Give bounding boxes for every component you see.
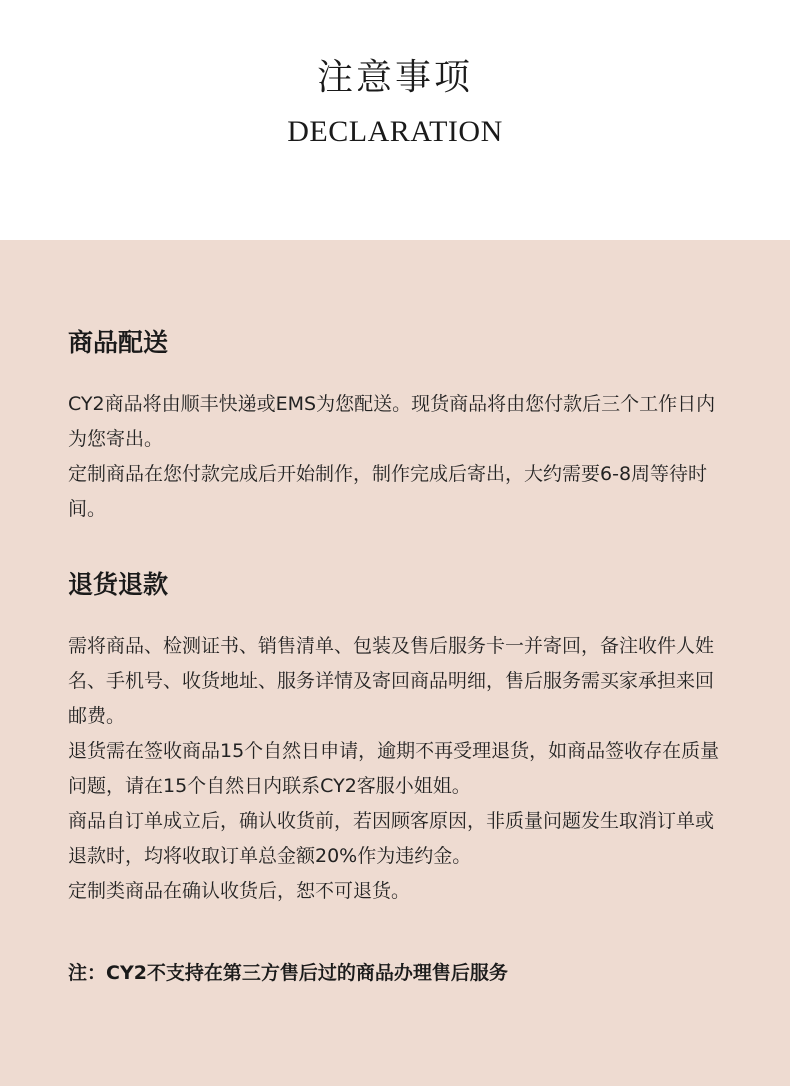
page-title: 注意事项 (316, 57, 473, 98)
returns-paragraph: 商品自订单成立后，确认收货前，若因顾客原因，非质量问题发生取消订单或退款时，均将收取订单总金额20%作为违约金。 (68, 810, 715, 867)
content-panel (0, 240, 790, 1086)
header (0, 0, 790, 240)
returns-heading: 退货退款 (68, 570, 169, 599)
returns-paragraph: 退货需在签收商品15个自然日申请，逾期不再受理退货，如商品签收存在质量问题，请在15个自然日内联系CY2客服小姐姐。 (68, 740, 720, 797)
returns-section (68, 568, 730, 909)
delivery-paragraph: CY2商品将由顺丰快递或EMS为您配送。现货商品将由您付款后三个工作日内为您寄出。 (68, 393, 716, 450)
delivery-section (68, 326, 730, 527)
returns-paragraph: 定制类商品在确认收货后，恕不可退货。 (68, 880, 411, 902)
delivery-paragraph: 定制商品在您付款完成后开始制作，制作完成后寄出，大约需要6-8周等待时间。 (68, 463, 708, 520)
delivery-heading: 商品配送 (68, 328, 169, 357)
after-sales-note: 注：CY2不支持在第三方售后过的商品办理售后服务 (68, 962, 508, 984)
returns-paragraph: 需将商品、检测证书、销售清单、包装及售后服务卡一并寄回，备注收件人姓名、手机号、收货地址、服务详情及寄回商品明细，售后服务需买家承担来回邮费。 (68, 635, 715, 727)
page-subtitle: DECLARATION (287, 115, 503, 148)
